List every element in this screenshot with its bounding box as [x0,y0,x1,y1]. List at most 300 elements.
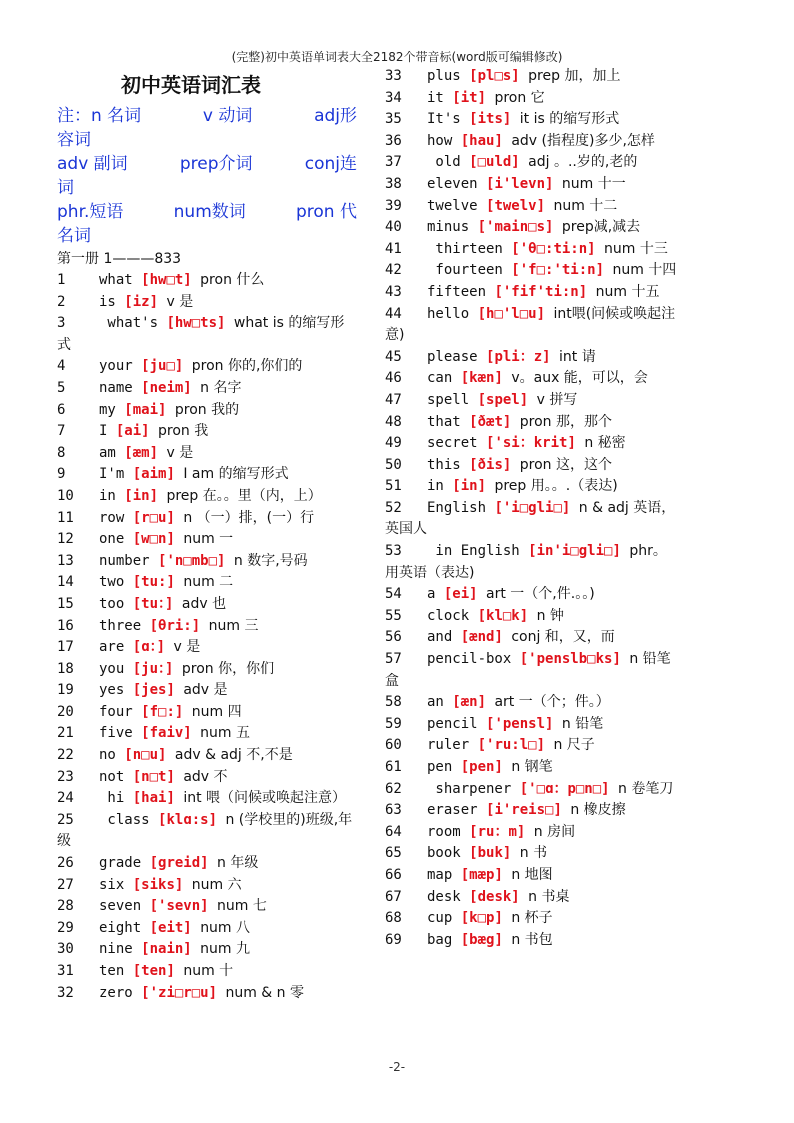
word-entry [385,260,679,282]
entry-definition: n 地图 [511,866,553,883]
word-entry [385,131,679,153]
entry-word: eraser [427,802,478,819]
word-list-right [385,66,679,951]
entry-number: 6 [57,401,66,418]
word-entry [57,356,357,378]
entry-phonetic: [aim] [132,466,175,483]
word-entry [385,649,679,692]
entry-number: 47 [385,391,402,408]
entry-definition: n 年级 [217,855,259,872]
entry-phonetic: [ei] [443,586,478,603]
entry-phonetic: ['ru:l□] [477,737,546,754]
entry-word: name [99,379,133,396]
word-entry [385,887,679,909]
entry-number: 53 [385,543,402,560]
document-header: (完整)初中英语单词表大全2182个带音标(word版可编辑修改) [231,50,563,64]
entry-phonetic: [in] [124,487,159,504]
entry-phonetic: [tu：] [132,595,174,612]
entry-number: 2 [57,293,66,310]
word-entry [385,476,679,498]
entry-definition: num 二 [183,574,234,591]
entry-definition: num 十四 [612,262,677,279]
entry-number: 44 [385,305,402,322]
entry-word: what [99,272,133,288]
entry-definition: art 一（个；件。） [494,694,610,711]
entry-phonetic: [tu:] [132,574,175,591]
entry-definition: n （一）排，(一）行 [183,509,315,526]
entry-number: 29 [57,919,74,936]
entry-definition: pron 我 [158,423,209,440]
entry-number: 32 [57,984,74,1001]
entry-definition: what is 的缩写形式 [57,315,345,353]
entry-number: 56 [385,629,402,646]
entry-word: are [99,639,125,656]
word-entry [385,66,679,88]
word-entry [385,196,679,218]
entry-word: my [99,401,116,418]
legend-item: prep介词 [179,154,253,174]
entry-definition: int喂(问候或唤起注意) [385,305,676,344]
entry-phonetic: [greid] [149,855,209,872]
entry-phonetic: [bæg] [460,931,503,948]
entry-word: grade [99,855,142,872]
entry-phonetic: [nain] [141,941,192,958]
entry-phonetic: [hau] [460,132,503,149]
entry-word: cup [427,910,453,927]
entry-phonetic: [w□n] [132,531,175,548]
entry-word: can [427,370,453,387]
entry-number: 20 [57,703,74,720]
legend-item: pron 代 [295,202,357,222]
entry-definition: n 钟 [536,607,564,624]
entry-word: twelve [427,197,478,214]
entry-definition: prep减,减去 [561,219,641,236]
entry-number: 14 [57,574,74,591]
word-entry [57,313,357,356]
entry-word: class [99,811,150,828]
word-entry [57,508,357,530]
entry-number: 17 [57,639,74,656]
entry-definition: it is 的缩写形式 [519,111,620,128]
entry-phonetic: [siks] [132,876,184,893]
entry-number: 64 [385,823,402,840]
entry-phonetic: ['zi□r□u] [141,984,218,1001]
entry-definition: conj 和，又，而 [511,629,615,646]
entry-phonetic: [ju：] [132,660,174,677]
entry-word: hello [427,305,470,322]
word-entry [57,443,357,465]
entry-phonetic: [buk] [469,845,512,862]
entry-phonetic: [æn] [452,694,487,711]
entry-word: number [99,552,150,569]
entry-word: too [99,595,125,612]
word-entry [385,304,679,347]
word-entry [385,152,679,174]
entry-definition: v 是 [166,293,194,310]
entry-word: and [427,629,453,646]
entry-phonetic: [ten] [132,963,175,979]
entry-number: 30 [57,941,74,958]
entry-word: it [427,89,444,106]
entry-definition: n & adj 英语，英国人 [385,499,676,538]
entry-number: 4 [57,358,66,375]
word-entry [57,983,357,1005]
entry-number: 50 [385,456,402,473]
entry-definition: num 五 [200,725,251,742]
entry-phonetic: [pl□s] [469,68,520,84]
book-range: 第一册 1———833 [57,251,182,267]
legend-item: adv 副词 [57,154,128,174]
entry-word: two [99,574,125,591]
entry-word: thirteen [427,240,503,257]
entry-word: am [99,444,116,461]
entry-word: yes [99,682,125,699]
entry-word: spell [427,391,470,408]
word-entry [385,347,679,369]
entry-number: 61 [385,759,402,775]
entry-number: 33 [385,68,402,84]
legend-item: conj连 [304,154,357,174]
entry-phonetic: [n□u] [124,747,167,764]
legend-row [57,200,357,224]
entry-number: 41 [385,240,402,257]
word-entry [57,659,357,681]
entry-number: 55 [385,607,402,624]
word-entry [57,853,357,875]
entry-phonetic: ['θ□:ti:n] [511,240,596,257]
entry-number: 40 [385,219,402,236]
entry-phonetic: [mæp] [460,866,503,883]
word-entry [385,627,679,649]
entry-word: bag [427,931,453,948]
legend-row [57,104,357,128]
entry-word: I'm [99,466,125,483]
entry-phonetic: [i'reis□] [486,802,562,819]
entry-definition: pron 它 [494,89,545,106]
entry-definition: n 书包 [511,931,553,948]
word-entry [57,767,357,789]
word-entry [57,875,357,897]
entry-number: 52 [385,499,402,516]
word-entry [385,930,679,952]
entry-number: 24 [57,790,74,807]
entry-definition: num 七 [217,898,267,915]
word-entry [385,109,679,131]
entry-phonetic: [pli：z] [486,348,551,365]
legend-item: phr.短语 [57,202,124,222]
entry-phonetic: [its] [469,111,512,128]
entry-definition: v。aux 能，可以，会 [511,370,648,387]
entry-phonetic: [hw□t] [141,272,192,288]
entry-word: in English [427,543,520,560]
entry-word: one [99,531,125,548]
entry-phonetic: [spel] [477,391,529,408]
word-entry [385,800,679,822]
word-entry [385,714,679,736]
entry-definition: num 十一 [561,175,626,192]
word-entry [385,433,679,455]
entry-phonetic: ['f□:'ti:n] [511,262,605,279]
word-entry [385,606,679,628]
entry-phonetic: [hw□ts] [166,315,226,332]
entry-number: 65 [385,845,402,862]
entry-phonetic: [□uld] [469,154,520,171]
entry-definition: num 十三 [604,240,668,257]
word-entry [385,174,679,196]
word-entry [57,572,357,594]
entry-definition: v 是 [166,444,194,461]
word-entry [385,541,679,584]
word-entry [57,961,357,983]
entry-phonetic: ['fif'ti:n] [494,283,588,300]
word-entry [385,757,679,779]
entry-word: that [427,413,461,430]
entry-definition: int 请 [559,348,596,365]
entry-phonetic: ['si：krit] [486,435,576,452]
word-entry [385,779,679,801]
entry-definition: adv 是 [183,682,228,699]
word-entry [57,421,357,443]
entry-word: how [427,132,453,149]
word-entry [57,378,357,400]
entry-definition: pron 那，那个 [519,413,612,430]
entry-definition: pron 你的,你们的 [191,358,303,375]
entry-number: 48 [385,413,402,430]
entry-number: 12 [57,531,74,548]
entry-definition: n 铅笔 [561,715,604,732]
entry-word: six [99,876,125,893]
word-entry [385,692,679,714]
word-entry [57,400,357,422]
left-column [57,66,357,1004]
entry-word: not [99,768,125,785]
entry-definition: adj 。..岁的,老的 [528,154,638,171]
entry-phonetic: [jes] [132,682,175,699]
entry-word: pencil-box [427,651,512,668]
legend-item: num数词 [173,202,246,222]
entry-word: I [99,423,108,440]
entry-word: room [427,823,461,840]
entry-number: 21 [57,725,74,742]
word-entry [385,390,679,412]
entry-phonetic: [ðis] [469,456,512,473]
entry-number: 45 [385,348,402,365]
entry-number: 42 [385,262,402,279]
word-entry [57,292,357,314]
word-entry [57,702,357,724]
entry-word: desk [427,888,461,905]
word-entry [57,616,357,638]
entry-phonetic: [æm] [124,444,159,461]
entry-number: 46 [385,370,402,387]
word-entry [385,412,679,434]
entry-number: 23 [57,768,74,785]
entry-number: 15 [57,595,74,612]
word-entry [57,464,357,486]
word-entry [385,217,679,239]
entry-phonetic: ['n□mb□] [158,552,226,569]
entry-definition: int 喂（问候或唤起注意） [183,790,347,807]
entry-number: 58 [385,694,402,711]
entry-number: 7 [57,423,66,440]
entry-definition: n 数字,号码 [233,552,308,569]
entry-phonetic: ['i□gli□] [494,499,571,516]
entry-number: 8 [57,444,66,461]
entry-phonetic: [h□'l□u] [477,305,546,322]
entry-number: 22 [57,747,74,764]
entry-definition: num 三 [208,617,259,634]
entry-word: eleven [427,175,478,192]
entry-phonetic: [desk] [469,888,520,905]
entry-word: an [427,694,444,711]
entry-word: row [99,509,125,526]
legend-item: v 动词 [202,106,253,126]
entry-phonetic: [mai] [124,401,167,418]
entry-phonetic: [r□u] [132,509,175,526]
entry-definition: n (学校里的)班级,年级 [57,811,353,850]
entry-phonetic: [i'levn] [486,175,554,192]
entry-word: fourteen [427,262,503,279]
entry-word: is [99,293,116,310]
entry-word: what's [99,315,159,332]
entry-phonetic: [kl□k] [477,607,529,624]
entry-phonetic: ['sevn] [149,898,209,915]
entry-word: in [427,478,444,495]
entry-number: 66 [385,866,402,883]
entry-number: 9 [57,466,66,483]
entry-number: 5 [57,379,66,396]
word-entry [57,270,357,292]
entry-number: 68 [385,910,402,927]
entry-phonetic: [neim] [141,379,192,396]
entry-phonetic: [twelv] [486,197,546,214]
entry-word: hi [99,790,125,807]
entry-word: eight [99,919,142,936]
entry-definition: pron 什么 [200,272,265,288]
word-entry [57,637,357,659]
entry-phonetic: ['pensl] [486,715,554,732]
entry-word: five [99,725,133,742]
entry-phonetic: [f□:] [141,703,184,720]
entry-definition: n 橡皮擦 [570,802,626,819]
word-entry [57,486,357,508]
entry-definition: art 一（个,件.。。) [486,586,595,603]
entry-word: fifteen [427,283,487,300]
entry-definition: num 六 [191,876,242,893]
word-entry [57,939,357,961]
entry-phonetic: [ru：m] [469,823,526,840]
entry-number: 49 [385,435,402,452]
legend-tail: 名词 [57,226,91,246]
entry-word: pencil [427,715,478,732]
entry-definition: pron 你，你们 [181,660,275,677]
entry-number: 54 [385,586,402,603]
entry-word: your [99,358,133,375]
entry-word: zero [99,984,133,1001]
word-entry [385,282,679,304]
entry-number: 39 [385,197,402,214]
entry-definition: num 一 [183,531,234,548]
entry-number: 1 [57,272,66,288]
entry-word: you [99,660,125,677]
entry-number: 18 [57,660,74,677]
entry-phonetic: [iz] [124,293,159,310]
entry-number: 37 [385,154,402,171]
entry-definition: phr。 用英语（表达) [385,543,667,581]
word-entry [385,239,679,261]
entry-number: 69 [385,931,402,948]
word-entry [385,368,679,390]
word-entry [385,843,679,865]
word-entry [57,896,357,918]
legend-row [57,152,357,176]
word-entry [57,918,357,940]
entry-word: clock [427,607,470,624]
entry-phonetic: [ɑ：] [132,639,166,656]
word-entry [385,822,679,844]
entry-word: sharpener [427,780,512,797]
entry-phonetic: [k□p] [460,910,503,927]
entry-number: 63 [385,802,402,819]
entry-number: 13 [57,552,74,569]
entry-number: 10 [57,487,74,504]
page-title: 初中英语词汇表 [121,73,261,97]
word-entry [57,745,357,767]
entry-word: seven [99,898,142,915]
entry-phonetic: [in] [452,478,487,495]
entry-definition: n 房间 [533,823,576,840]
entry-word: a [427,586,436,603]
entry-phonetic: [in'i□gli□] [528,543,621,560]
word-list-left [57,270,357,1004]
word-entry [385,865,679,887]
entry-phonetic: ['main□s] [477,219,554,236]
entry-word: secret [427,435,478,452]
entry-definition: prep 在。。里（内，上） [166,487,322,504]
entry-phonetic: [ai] [115,423,150,440]
entry-definition: num 十 [183,963,234,979]
entry-definition: v 拼写 [536,391,578,408]
entry-number: 36 [385,132,402,149]
legend-item: 注：n 名词 [57,106,142,126]
word-entry [385,455,679,477]
entry-word: map [427,866,453,883]
entry-phonetic: [faiv] [141,725,192,742]
entry-definition: prep 用。。.（表达) [494,478,618,495]
legend-tail: 词 [57,178,74,198]
entry-definition: n 钢笔 [511,759,553,775]
entry-definition: n 铅笔盒 [385,651,671,689]
entry-word: this [427,456,461,473]
entry-number: 16 [57,617,74,634]
word-entry [385,498,679,541]
entry-number: 38 [385,175,402,192]
entry-number: 43 [385,283,402,300]
entry-phonetic: [hai] [132,790,175,807]
entry-phonetic: [it] [452,89,487,106]
word-entry [57,723,357,745]
entry-number: 35 [385,111,402,128]
entry-word: It's [427,111,461,128]
entry-number: 31 [57,963,74,979]
word-entry [57,810,357,853]
entry-word: in [99,487,116,504]
entry-phonetic: [eit] [149,919,192,936]
entry-definition: I am 的缩写形式 [183,466,289,483]
word-entry [385,735,679,757]
entry-word: ruler [427,737,470,754]
entry-word: ten [99,963,125,979]
